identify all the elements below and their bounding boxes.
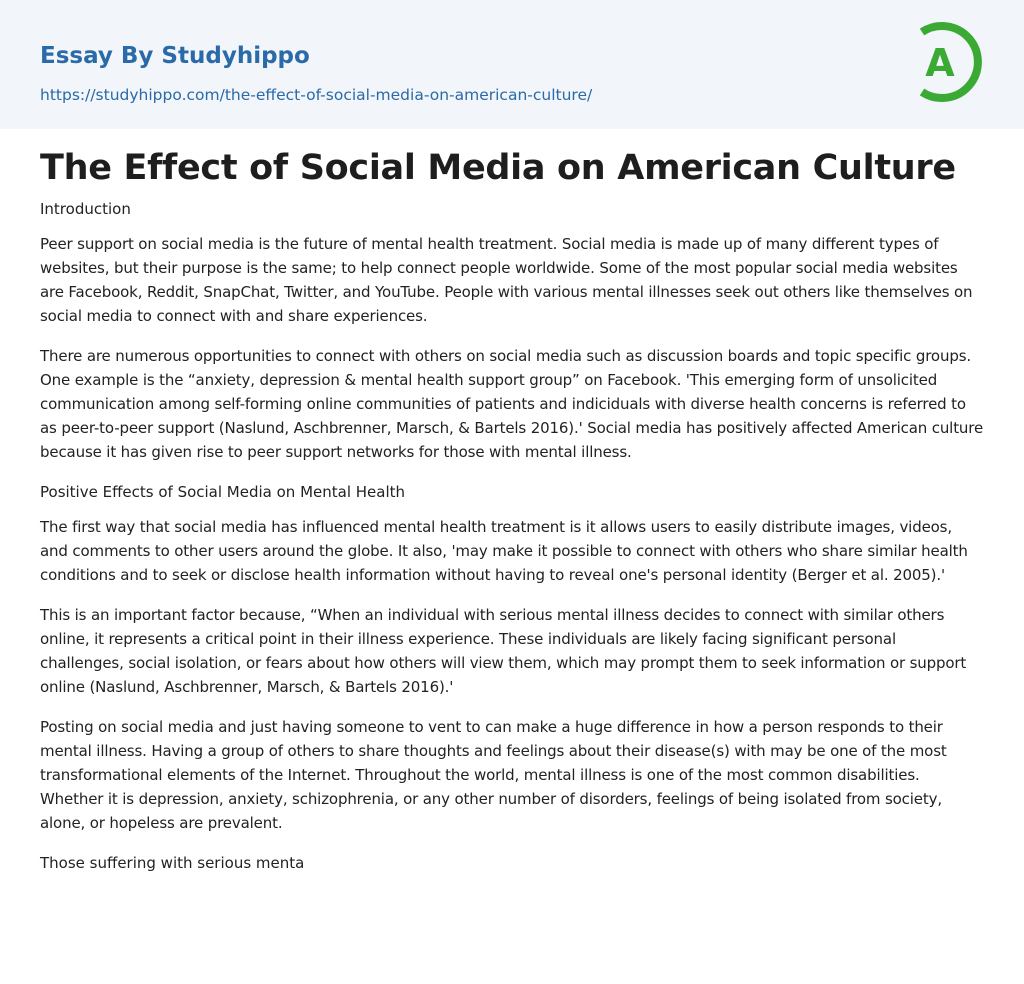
brand-title: Essay By Studyhippo xyxy=(40,43,310,69)
paragraph: There are numerous opportunities to connect with others on social media such as discussion boards and topic specific groups. One example is the “anxiety, depression & mental health support group” on Facebook. 'This emerging form of unsolicited communication among self-forming online communities of patients and indiciduals with diverse health concerns is referred to as peer-to-peer support (Naslund, Aschbrenner, Marsch, & Bartels 2016).' Social media has positively affected American culture because it has given rise to peer support networks for those with mental illness. xyxy=(40,347,984,461)
studyhippo-a-logo-icon[interactable] xyxy=(910,18,988,106)
paragraph: Posting on social media and just having someone to vent to can make a huge difference in how a person responds to their mental illness. Having a group of others to share thoughts and feelings about their disease(s) with may be one of the most transformational elements of the Internet. Throughout the world, mental illness is one of the most common disabilities. Whether it is depression, anxiety, schizophrenia, or any other number of disorders, feelings of being isolated from society, alone, or hopeless are prevalent. xyxy=(40,718,947,832)
page-title: The Effect of Social Media on American Culture xyxy=(40,148,956,188)
site-header xyxy=(0,0,1024,129)
source-url-link[interactable]: https://studyhippo.com/the-effect-of-social-media-on-american-culture/ xyxy=(40,86,593,104)
truncated-paragraph: Those suffering with serious menta xyxy=(40,854,305,872)
paragraph: This is an important factor because, “When an individual with serious mental illness decides to connect with similar others online, it represents a critical point in their illness experience. These individuals are likely facing significant personal challenges, social isolation, or fears about how others will view them, which may prompt them to seek information or support online (Naslund, Aschbrenner, Marsch, & Bartels 2016).' xyxy=(40,606,967,696)
section-heading-positive-effects: Positive Effects of Social Media on Mental Health xyxy=(40,483,406,501)
paragraph: Peer support on social media is the future of mental health treatment. Social media is made up of many different types of websites, but their purpose is the same; to help connect people worldwide. Some of the most popular social media websites are Facebook, Reddit, SnapChat, Twitter, and YouTube. People with various mental illnesses seek out others like themselves on social media to connect with and share experiences. xyxy=(40,235,973,325)
section-heading-introduction: Introduction xyxy=(40,200,131,218)
paragraph: The first way that social media has influenced mental health treatment is it allows users to easily distribute images, videos, and comments to other users around the globe. It also, 'may make it possible to connect with others who share similar health conditions and to seek or disclose health information without having to reveal one's personal identity (Berger et al. 2005).' xyxy=(40,518,968,584)
article-body xyxy=(0,129,1024,875)
logo-letter: A xyxy=(925,41,955,85)
